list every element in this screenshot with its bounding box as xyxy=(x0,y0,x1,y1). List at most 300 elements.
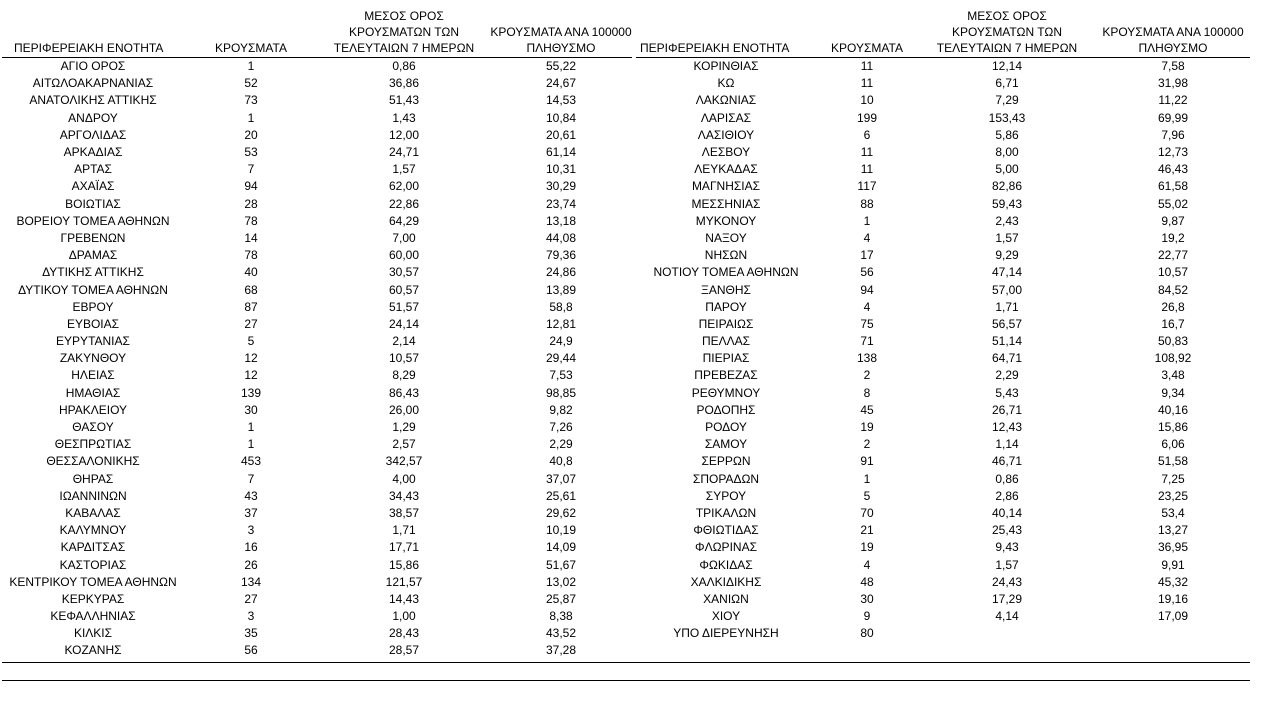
table-row xyxy=(2,591,632,608)
cases-cell: 56 xyxy=(860,265,874,280)
avg7-cell: 5,43 xyxy=(995,385,1019,400)
table-row xyxy=(636,574,1250,591)
table-row xyxy=(2,247,632,264)
per100k-cell: 13,18 xyxy=(545,213,577,228)
header-region: ΠΕΡΙΦΕΡΕΙΑΚΗ ΕΝΟΤΗΤΑ xyxy=(636,8,816,58)
region-cell: ΕΒΡΟΥ xyxy=(72,299,114,314)
table-row xyxy=(636,625,1250,642)
avg7-cell: 28,43 xyxy=(388,626,420,641)
per100k-cell: 10,84 xyxy=(545,110,577,125)
table-row xyxy=(2,522,632,539)
region-cell: ΧΙΟΥ xyxy=(711,609,741,624)
table-row xyxy=(2,213,632,230)
table-row xyxy=(2,299,632,316)
avg7-cell: 64,29 xyxy=(388,213,420,228)
region-cell: ΛΑΣΙΘΙΟΥ xyxy=(697,127,755,142)
cases-cell: 30 xyxy=(860,591,874,606)
header-avg7-line1: ΜΕΣΟΣ ΟΡΟΣ xyxy=(364,9,444,23)
avg7-cell: 51,14 xyxy=(991,334,1023,349)
table-row xyxy=(2,264,632,281)
cases-cell: 78 xyxy=(244,248,258,263)
table-row xyxy=(2,385,632,402)
region-cell: ΦΘΙΩΤΙΔΑΣ xyxy=(693,523,759,538)
cases-cell: 1 xyxy=(863,471,871,486)
per100k-cell: 69,99 xyxy=(1157,110,1189,125)
per100k-cell: 14,09 xyxy=(545,540,577,555)
header-per100k xyxy=(1096,8,1250,58)
table-row xyxy=(2,574,632,591)
cases-cell: 11 xyxy=(860,145,874,160)
region-cell: ΠΡΕΒΕΖΑΣ xyxy=(694,368,758,383)
header-avg7-line3: ΤΕΛΕΥΤΑΙΩΝ 7 ΗΜΕΡΩΝ xyxy=(936,41,1078,55)
cases-cell: 2 xyxy=(863,368,871,383)
per100k-cell: 7,96 xyxy=(1161,127,1185,142)
avg7-cell: 30,57 xyxy=(388,265,420,280)
region-cell: ΑΡΤΑΣ xyxy=(74,162,112,177)
per100k-cell: 24,9 xyxy=(549,334,573,349)
per100k-cell: 3,48 xyxy=(1161,368,1185,383)
table-row xyxy=(636,264,1250,281)
region-cell: ΞΑΝΘΗΣ xyxy=(701,282,751,297)
avg7-cell: 24,71 xyxy=(388,145,420,160)
cases-cell: 3 xyxy=(247,523,255,538)
region-cell: ΦΛΩΡΙΝΑΣ xyxy=(695,540,757,555)
per100k-cell: 13,02 xyxy=(545,574,577,589)
table-row xyxy=(636,419,1250,436)
avg7-cell: 12,43 xyxy=(991,420,1023,435)
region-cell: ΗΛΕΙΑΣ xyxy=(71,368,115,383)
avg7-cell: 9,29 xyxy=(995,248,1019,263)
cases-cell: 11 xyxy=(860,76,874,91)
cases-cell: 7 xyxy=(247,162,255,177)
avg7-cell: 26,71 xyxy=(991,402,1023,417)
avg7-cell: 0,86 xyxy=(995,471,1019,486)
region-cell: ΚΕΝΤΡΙΚΟΥ ΤΟΜΕΑ ΑΘΗΝΩΝ xyxy=(9,574,177,589)
avg7-cell: 64,71 xyxy=(991,351,1023,366)
cases-cell: 14 xyxy=(244,230,258,245)
cases-cell: 48 xyxy=(860,574,874,589)
table-row xyxy=(636,144,1250,161)
region-cell: ΝΗΣΩΝ xyxy=(704,248,748,263)
table-row xyxy=(2,161,632,178)
cases-cell: 117 xyxy=(857,179,877,194)
cases-cell: 11 xyxy=(860,59,874,74)
cases-cell: 87 xyxy=(244,299,258,314)
table-row xyxy=(2,58,632,76)
cases-cell: 45 xyxy=(860,402,874,417)
avg7-cell: 51,57 xyxy=(388,299,420,314)
per100k-cell: 25,61 xyxy=(545,488,577,503)
per100k-cell: 29,44 xyxy=(545,351,577,366)
cases-cell: 134 xyxy=(240,574,262,589)
table-row xyxy=(2,350,632,367)
cases-cell: 5 xyxy=(863,488,871,503)
header-avg7-line3: ΤΕΛΕΥΤΑΙΩΝ 7 ΗΜΕΡΩΝ xyxy=(333,41,475,55)
avg7-cell: 121,57 xyxy=(385,574,423,589)
avg7-cell: 24,14 xyxy=(388,316,420,331)
avg7-cell xyxy=(918,625,1096,642)
region-cell: ΑΧΑΪΑΣ xyxy=(71,179,115,194)
table-row xyxy=(2,505,632,522)
cases-cell: 56 xyxy=(244,643,258,658)
table-row xyxy=(636,402,1250,419)
header-region: ΠΕΡΙΦΕΡΕΙΑΚΗ ΕΝΟΤΗΤΑ xyxy=(2,8,184,58)
cases-cell: 453 xyxy=(240,454,262,469)
region-cell: ΘΗΡΑΣ xyxy=(72,471,114,486)
table-row xyxy=(636,539,1250,556)
avg7-cell: 17,71 xyxy=(388,540,420,555)
per100k-cell: 84,52 xyxy=(1157,282,1189,297)
cases-cell: 3 xyxy=(247,609,255,624)
region-cell: ΚΙΛΚΙΣ xyxy=(73,626,113,641)
cases-cell: 88 xyxy=(860,196,874,211)
region-cell: ΜΥΚΟΝΟΥ xyxy=(695,213,757,228)
per100k-cell: 2,29 xyxy=(549,437,573,452)
cases-cell: 52 xyxy=(244,76,258,91)
avg7-cell: 46,71 xyxy=(991,454,1023,469)
cases-cell: 19 xyxy=(860,540,874,555)
cases-cell: 91 xyxy=(860,454,874,469)
cases-cell: 53 xyxy=(244,145,258,160)
per100k-cell: 51,58 xyxy=(1157,454,1189,469)
table-row xyxy=(2,453,632,470)
avg7-cell: 22,86 xyxy=(388,196,420,211)
cases-cell: 40 xyxy=(244,265,258,280)
per100k-cell: 12,73 xyxy=(1157,145,1189,160)
cases-cell: 94 xyxy=(244,179,258,194)
avg7-cell: 28,57 xyxy=(388,643,420,658)
avg7-cell: 1,14 xyxy=(995,437,1019,452)
table-row xyxy=(636,522,1250,539)
per100k-cell: 58,8 xyxy=(549,299,573,314)
cases-cell: 8 xyxy=(863,385,871,400)
avg7-cell: 40,14 xyxy=(991,505,1023,520)
table-row xyxy=(636,505,1250,522)
region-cell: ΔΥΤΙΚΟΥ ΤΟΜΕΑ ΑΘΗΝΩΝ xyxy=(18,282,168,297)
avg7-cell: 15,86 xyxy=(388,557,420,572)
region-cell: ΘΕΣΣΑΛΟΝΙΚΗΣ xyxy=(46,454,140,469)
table-row xyxy=(636,316,1250,333)
cases-cell: 138 xyxy=(856,351,878,366)
per100k-cell: 8,38 xyxy=(549,609,573,624)
cases-cell: 1 xyxy=(247,437,255,452)
region-cell: ΑΡΚΑΔΙΑΣ xyxy=(63,145,123,160)
per100k-cell: 55,02 xyxy=(1157,196,1189,211)
table-row xyxy=(2,281,632,298)
cases-cell: 4 xyxy=(863,557,871,572)
table-row xyxy=(2,419,632,436)
table-row xyxy=(636,196,1250,213)
avg7-cell: 2,14 xyxy=(392,334,416,349)
avg7-cell: 14,43 xyxy=(388,591,420,606)
avg7-cell: 56,57 xyxy=(991,316,1023,331)
table-row xyxy=(636,161,1250,178)
region-cell: ΛΑΚΩΝΙΑΣ xyxy=(695,93,757,108)
table-row xyxy=(636,488,1250,505)
table-row xyxy=(2,230,632,247)
header-per100k xyxy=(490,8,632,58)
header-per100k-line1: ΚΡΟΥΣΜΑΤΑ ΑΝΑ 100000 xyxy=(490,25,632,39)
avg7-cell: 26,00 xyxy=(388,402,420,417)
avg7-cell: 1,43 xyxy=(392,110,416,125)
cases-cell: 12 xyxy=(244,351,258,366)
table-row xyxy=(636,247,1250,264)
per100k-cell: 36,95 xyxy=(1157,540,1189,555)
per100k-cell: 14,53 xyxy=(545,93,577,108)
region-cell: ΛΕΣΒΟΥ xyxy=(701,145,751,160)
table-row xyxy=(636,110,1250,127)
table-row xyxy=(636,178,1250,195)
region-cell: ΠΕΙΡΑΙΩΣ xyxy=(698,316,754,331)
table-row xyxy=(636,350,1250,367)
region-cell: ΣΠΟΡΑΔΩΝ xyxy=(692,471,760,486)
cases-cell: 73 xyxy=(244,93,258,108)
cases-cell: 75 xyxy=(860,316,874,331)
per100k-cell: 10,31 xyxy=(545,162,577,177)
cases-cell: 1 xyxy=(247,420,255,435)
avg7-cell: 2,86 xyxy=(995,488,1019,503)
per100k-cell: 20,61 xyxy=(545,127,577,142)
cases-cell: 68 xyxy=(244,282,258,297)
cases-cell: 11 xyxy=(860,162,874,177)
avg7-cell: 342,57 xyxy=(385,454,423,469)
per100k-cell: 44,08 xyxy=(545,230,577,245)
avg7-cell: 10,57 xyxy=(388,351,420,366)
avg7-cell: 5,00 xyxy=(995,162,1019,177)
per100k-cell: 9,87 xyxy=(1161,213,1185,228)
header-avg7-line2: ΚΡΟΥΣΜΑΤΩΝ ΤΩΝ xyxy=(951,25,1063,39)
cases-cell: 94 xyxy=(860,282,874,297)
cases-cell: 1 xyxy=(863,213,871,228)
cases-cell: 6 xyxy=(863,127,871,142)
avg7-cell: 25,43 xyxy=(991,523,1023,538)
avg7-cell: 1,00 xyxy=(392,609,416,624)
per100k-cell: 24,67 xyxy=(545,76,577,91)
per100k-cell: 10,57 xyxy=(1157,265,1189,280)
table-row xyxy=(2,642,632,659)
right-cases-table xyxy=(636,8,1250,642)
region-cell: ΚΩ xyxy=(717,76,735,91)
per100k-cell: 13,27 xyxy=(1157,523,1189,538)
table-row xyxy=(2,367,632,384)
region-cell: ΜΑΓΝΗΣΙΑΣ xyxy=(691,179,761,194)
avg7-cell: 57,00 xyxy=(991,282,1023,297)
per100k-cell: 23,74 xyxy=(545,196,577,211)
cases-cell: 4 xyxy=(863,230,871,245)
region-cell: ΚΟΡΙΝΘΙΑΣ xyxy=(693,59,759,74)
avg7-cell: 36,86 xyxy=(388,76,420,91)
cases-cell: 80 xyxy=(860,626,874,641)
avg7-cell: 2,57 xyxy=(392,437,416,452)
region-cell: ΤΡΙΚΑΛΩΝ xyxy=(695,505,757,520)
cases-cell: 5 xyxy=(247,334,255,349)
header-avg7-line1: ΜΕΣΟΣ ΟΡΟΣ xyxy=(967,9,1047,23)
region-cell: ΝΟΤΙΟΥ ΤΟΜΕΑ ΑΘΗΝΩΝ xyxy=(653,265,799,280)
avg7-cell: 9,43 xyxy=(995,540,1019,555)
table-row xyxy=(636,127,1250,144)
region-cell: ΚΑΡΔΙΤΣΑΣ xyxy=(60,540,126,555)
region-cell: ΒΟΡΕΙΟΥ ΤΟΜΕΑ ΑΘΗΝΩΝ xyxy=(16,213,170,228)
cases-cell: 17 xyxy=(860,248,874,263)
per100k-cell: 29,62 xyxy=(545,505,577,520)
region-cell: ΧΑΝΙΩΝ xyxy=(703,591,749,606)
avg7-cell: 60,00 xyxy=(388,248,420,263)
header-avg7-line2: ΚΡΟΥΣΜΑΤΩΝ ΤΩΝ xyxy=(348,25,460,39)
region-cell: ΚΕΦΑΛΛΗΝΙΑΣ xyxy=(50,609,136,624)
region-cell: ΚΑΒΑΛΑΣ xyxy=(65,505,121,520)
avg7-cell: 12,00 xyxy=(388,127,420,142)
header-per100k-line1: ΚΡΟΥΣΜΑΤΑ ΑΝΑ 100000 xyxy=(1102,25,1244,39)
per100k-cell: 9,82 xyxy=(549,402,573,417)
avg7-cell: 24,43 xyxy=(991,574,1023,589)
region-cell: ΣΥΡΟΥ xyxy=(705,488,747,503)
per100k-cell: 9,91 xyxy=(1161,557,1185,572)
per100k-cell: 19,2 xyxy=(1161,230,1185,245)
region-cell: ΝΑΞΟΥ xyxy=(705,230,747,245)
cases-cell: 21 xyxy=(860,523,874,538)
table-row xyxy=(2,608,632,625)
per100k-cell: 50,83 xyxy=(1157,334,1189,349)
avg7-cell: 34,43 xyxy=(388,488,420,503)
left-cases-table xyxy=(2,8,632,660)
table-row xyxy=(2,539,632,556)
region-cell: ΔΥΤΙΚΗΣ ΑΤΤΙΚΗΣ xyxy=(42,265,144,280)
header-avg7 xyxy=(318,8,490,58)
cases-cell: 30 xyxy=(244,402,258,417)
region-cell: ΡΟΔΟΠΗΣ xyxy=(696,402,756,417)
region-cell: ΧΑΛΚΙΔΙΚΗΣ xyxy=(690,574,762,589)
table-row xyxy=(2,178,632,195)
per100k-cell: 15,86 xyxy=(1157,420,1189,435)
header-cases: ΚΡΟΥΣΜΑΤΑ xyxy=(184,8,318,58)
per100k-cell: 51,67 xyxy=(545,557,577,572)
cases-cell: 12 xyxy=(244,368,258,383)
region-cell: ΡΕΘΥΜΝΟΥ xyxy=(691,385,761,400)
per100k-cell: 7,25 xyxy=(1161,471,1185,486)
cases-cell: 20 xyxy=(244,127,258,142)
region-cell: ΑΡΓΟΛΙΔΑΣ xyxy=(59,127,127,142)
per100k-cell: 12,81 xyxy=(545,316,577,331)
header-per100k-line2: ΠΛΗΘΥΣΜΟ xyxy=(1138,41,1208,55)
region-cell: ΕΥΡΥΤΑΝΙΑΣ xyxy=(56,334,130,349)
table-row xyxy=(636,436,1250,453)
table-row xyxy=(636,591,1250,608)
table-row xyxy=(636,385,1250,402)
per100k-cell: 46,43 xyxy=(1157,162,1189,177)
table-header-row xyxy=(2,8,632,58)
region-cell: ΚΟΖΑΝΗΣ xyxy=(64,643,122,658)
per100k-cell: 98,85 xyxy=(545,385,577,400)
cases-cell: 1 xyxy=(247,59,255,74)
table-row xyxy=(2,75,632,92)
avg7-cell: 17,29 xyxy=(991,591,1023,606)
region-cell: ΗΜΑΘΙΑΣ xyxy=(65,385,121,400)
avg7-cell: 5,86 xyxy=(995,127,1019,142)
per100k-cell xyxy=(1096,625,1250,642)
avg7-cell: 4,00 xyxy=(392,471,416,486)
cases-cell: 19 xyxy=(860,420,874,435)
header-avg7 xyxy=(918,8,1096,58)
table-row xyxy=(2,471,632,488)
table-header-row xyxy=(636,8,1250,58)
per100k-cell: 17,09 xyxy=(1157,609,1189,624)
avg7-cell: 1,71 xyxy=(995,299,1019,314)
per100k-cell: 45,32 xyxy=(1157,574,1189,589)
per100k-cell: 19,16 xyxy=(1157,591,1189,606)
table-row xyxy=(636,453,1250,470)
avg7-cell: 0,86 xyxy=(392,59,416,74)
cases-cell: 70 xyxy=(860,505,874,520)
avg7-cell: 7,00 xyxy=(392,230,416,245)
per100k-cell: 25,87 xyxy=(545,591,577,606)
avg7-cell: 59,43 xyxy=(991,196,1023,211)
table-row xyxy=(636,230,1250,247)
cases-cell: 27 xyxy=(244,316,258,331)
region-cell: ΑΝΔΡΟΥ xyxy=(68,110,118,125)
table-row xyxy=(2,402,632,419)
table-row xyxy=(636,213,1250,230)
per100k-cell: 55,22 xyxy=(545,59,577,74)
per100k-cell: 53,4 xyxy=(1161,505,1185,520)
region-cell: ΛΕΥΚΑΔΑΣ xyxy=(694,162,758,177)
per100k-cell: 7,58 xyxy=(1161,59,1185,74)
cases-cell: 27 xyxy=(244,591,258,606)
cases-cell: 9 xyxy=(863,609,871,624)
cases-cell: 71 xyxy=(860,334,874,349)
cases-cell: 199 xyxy=(856,110,878,125)
table-row xyxy=(2,92,632,109)
table-row xyxy=(2,196,632,213)
region-cell: ΚΑΛΥΜΝΟΥ xyxy=(59,523,127,538)
table-row xyxy=(2,488,632,505)
cases-cell: 1 xyxy=(247,110,255,125)
avg7-cell: 62,00 xyxy=(388,179,420,194)
table-row xyxy=(2,436,632,453)
avg7-cell: 1,71 xyxy=(392,523,416,538)
per100k-cell: 10,19 xyxy=(545,523,577,538)
region-cell: ΠΙΕΡΙΑΣ xyxy=(702,351,750,366)
region-cell: ΚΑΣΤΟΡΙΑΣ xyxy=(59,557,127,572)
per100k-cell: 23,25 xyxy=(1157,488,1189,503)
region-cell: ΒΟΙΩΤΙΑΣ xyxy=(65,196,121,211)
cases-cell: 43 xyxy=(244,488,258,503)
region-cell: ΘΑΣΟΥ xyxy=(72,420,114,435)
table-row xyxy=(2,316,632,333)
region-cell: ΖΑΚΥΝΘΟΥ xyxy=(59,351,127,366)
per100k-cell: 6,06 xyxy=(1161,437,1185,452)
cases-cell: 78 xyxy=(244,213,258,228)
avg7-cell: 82,86 xyxy=(991,179,1023,194)
avg7-cell: 47,14 xyxy=(991,265,1023,280)
cases-cell: 4 xyxy=(863,299,871,314)
table-row xyxy=(636,281,1250,298)
per100k-cell: 16,7 xyxy=(1161,316,1185,331)
table-row xyxy=(2,556,632,573)
region-cell: ΠΑΡΟΥ xyxy=(705,299,747,314)
avg7-cell: 1,57 xyxy=(995,230,1019,245)
table-row xyxy=(636,608,1250,625)
table-bottom-rule xyxy=(2,662,1250,663)
avg7-cell: 86,43 xyxy=(388,385,420,400)
table-row xyxy=(636,58,1250,76)
avg7-cell: 4,14 xyxy=(995,609,1019,624)
per100k-cell: 11,22 xyxy=(1158,93,1188,108)
avg7-cell: 12,14 xyxy=(991,59,1023,74)
table-row xyxy=(636,92,1250,109)
region-cell: ΣΕΡΡΩΝ xyxy=(701,454,751,469)
region-cell: ΠΕΛΛΑΣ xyxy=(701,334,751,349)
region-cell: ΛΑΡΙΣΑΣ xyxy=(700,110,752,125)
